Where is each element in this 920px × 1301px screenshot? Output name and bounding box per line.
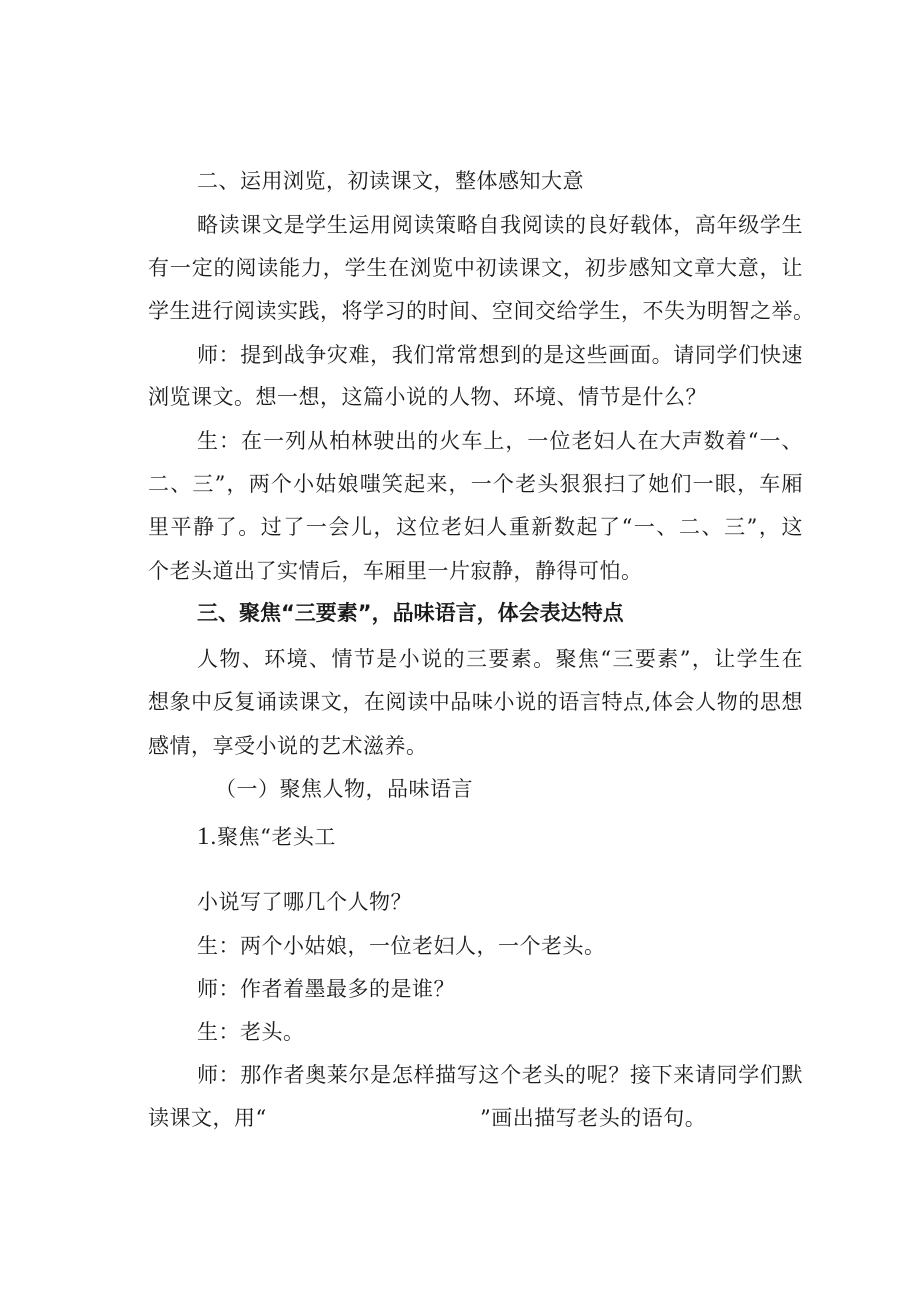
student-answer-line-2: 二、三”，两个小姑娘嗤笑起来，一个老头狠狠扫了她们一眼，车厢 — [148, 472, 803, 496]
section-2-heading: 二、运用浏览，初读课文，整体感知大意 — [197, 169, 584, 193]
student-answer-line-4: 个老头道出了实情后，车厢里一片寂静，静得可怕。 — [148, 559, 643, 583]
dialogue-line-4: 生：老头。 — [197, 1020, 305, 1044]
item-number: 1 — [197, 823, 210, 850]
dialogue-line-5: 师：那作者奥莱尔是怎样描写这个老头的呢？接下来请同学们默 — [197, 1063, 803, 1087]
dialogue-line-6-right: ”画出描写老头的语句。 — [480, 1106, 707, 1130]
section-2-para-line-1: 略读课文是学生运用阅读策略自我阅读的良好载体，高年级学生 — [197, 213, 803, 237]
dialogue-line-1: 小说写了哪几个人物？ — [197, 890, 412, 914]
section-2-para-line-2: 有一定的阅读能力，学生在浏览中初读课文，初步感知文章大意，让 — [148, 256, 803, 280]
section-3-para-line-2: 想象中反复诵读课文，在阅读中品味小说的语言特点,体会人物的思想 — [148, 690, 803, 714]
student-answer-line-1: 生：在一列从柏林驶出的火车上，一位老妇人在大声数着“一、 — [197, 429, 803, 453]
subsection-heading: （一）聚焦人物，品味语言 — [215, 777, 473, 801]
section-3-para-line-1: 人物、环境、情节是小说的三要素。聚焦“三要素”，让学生在 — [197, 647, 803, 671]
section-3-heading: 三、聚焦“三要素”，品味语言，体会表达特点 — [197, 601, 624, 625]
section-2-para-line-3: 学生进行阅读实践，将学习的时间、空间交给学生，不失为明智之举。 — [148, 299, 815, 323]
teacher-question-line-2: 浏览课文。想一想，这篇小说的人物、环境、情节是什么？ — [148, 385, 707, 409]
teacher-question-line-1: 师：提到战争灾难，我们常常想到的是这些画面。请同学们快速 — [197, 343, 803, 367]
student-answer-line-3: 里平静了。过了一会儿，这位老妇人重新数起了“一、二、三”，这 — [148, 515, 803, 539]
section-3-para-line-3: 感情，享受小说的艺术滋养。 — [148, 734, 428, 758]
dialogue-line-2: 生：两个小姑娘，一位老妇人，一个老头。 — [197, 934, 606, 958]
dialogue-line-3: 师：作者着墨最多的是谁？ — [197, 977, 455, 1001]
dialogue-line-6-left: 读课文，用“ — [148, 1106, 267, 1130]
numbered-item-1 — [197, 822, 336, 852]
item-text: .聚焦“老头工 — [210, 825, 336, 849]
